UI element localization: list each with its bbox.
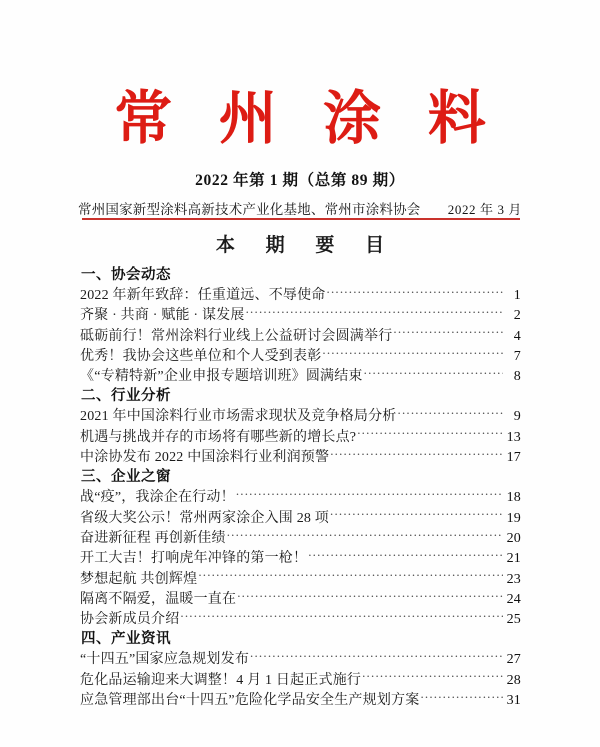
toc-entry[interactable] xyxy=(80,528,521,548)
toc-section-title: 四、产业资讯 xyxy=(81,631,171,648)
toc-section xyxy=(80,266,521,386)
toc-dot-leader xyxy=(198,569,503,583)
toc-heading: 本 期 要 目 xyxy=(215,235,398,256)
toc-entry-title: 齐聚 · 共商 · 赋能 · 谋发展 xyxy=(80,308,245,324)
toc-entry-page-number: 28 xyxy=(506,672,521,688)
toc-entry-page-number: 1 xyxy=(513,288,521,303)
publication-date: 2022 年 3 月 xyxy=(447,202,522,217)
toc-dot-leader xyxy=(246,305,503,319)
toc-entry[interactable] xyxy=(80,285,521,305)
toc-entry-title: 2022 年新年致辞：任重道远、不辱使命 xyxy=(80,288,326,303)
toc-entry-title: 《“专精特新”企业申报专题培训班》圆满结束 xyxy=(80,369,363,385)
page-title: 常 州 涂 料 xyxy=(114,86,502,151)
toc-entry[interactable] xyxy=(80,346,521,366)
toc-entry-page-number: 27 xyxy=(506,652,521,668)
toc-dot-leader xyxy=(322,346,503,360)
toc-dot-leader xyxy=(250,649,503,663)
toc-entry-page-number: 25 xyxy=(506,612,521,628)
toc-entry-title: 优秀！我协会这些单位和个人受到表彰 xyxy=(80,348,322,364)
horizontal-rule xyxy=(82,218,520,220)
toc-entry[interactable] xyxy=(80,487,521,507)
toc-entry[interactable] xyxy=(80,649,521,669)
toc-entry-page-number: 23 xyxy=(506,571,521,587)
toc-entry-title: 危化品运输迎来大调整！4 月 1 日起正式施行 xyxy=(80,672,362,688)
toc-entry[interactable] xyxy=(80,305,521,325)
toc-entry-title: 应急管理部出台“十四五”危险化学品安全生产规划方案 xyxy=(80,693,420,709)
toc-entry[interactable] xyxy=(80,406,521,426)
toc-entry-title: 2021 年中国涂料行业市场需求现状及竞争格局分析 xyxy=(80,409,397,425)
toc-entry-page-number: 31 xyxy=(506,693,521,709)
toc-entry[interactable] xyxy=(80,690,521,710)
toc-entry-title: 开工大吉！打响虎年冲锋的第一枪！ xyxy=(80,551,308,567)
toc-section-title: 二、行业分析 xyxy=(81,388,171,405)
toc-entry[interactable] xyxy=(80,447,521,467)
toc-entry-title: 砥砺前行！常州涂料行业线上公益研讨会圆满举行 xyxy=(80,328,393,344)
toc-dot-leader xyxy=(237,589,503,603)
masthead xyxy=(0,88,600,150)
toc-dot-leader xyxy=(327,285,504,299)
toc-dot-leader xyxy=(227,528,503,542)
toc-entry-title: 中涂协发布 2022 中国涂料行业利润预警 xyxy=(80,450,330,466)
table-of-contents xyxy=(80,266,521,711)
toc-entry-page-number: 21 xyxy=(506,551,521,567)
toc-dot-leader xyxy=(308,548,503,562)
toc-dot-leader xyxy=(180,609,503,623)
toc-entry[interactable] xyxy=(80,366,521,386)
toc-entry-page-number: 8 xyxy=(513,369,521,385)
toc-dot-leader xyxy=(236,487,503,501)
toc-entry[interactable] xyxy=(80,508,521,528)
toc-dot-leader xyxy=(357,427,503,441)
toc-entry-title: 机遇与挑战并存的市场将有哪些新的增长点? xyxy=(80,429,357,445)
issue-number: 2022 年第 1 期（总第 89 期） xyxy=(195,172,405,189)
toc-entry-page-number: 17 xyxy=(506,450,521,466)
toc-dot-leader xyxy=(330,508,503,522)
toc-entry-page-number: 13 xyxy=(506,429,521,445)
toc-entry-title: “十四五”国家应急规划发布 xyxy=(80,652,250,668)
toc-section-title: 一、协会动态 xyxy=(81,267,171,283)
toc-entry-page-number: 24 xyxy=(506,591,521,607)
toc-entry-title: 奋进新征程 再创新佳绩 xyxy=(80,530,226,546)
toc-section xyxy=(80,387,521,467)
toc-dot-leader xyxy=(420,690,503,704)
toc-entry-page-number: 18 xyxy=(506,490,521,506)
toc-section xyxy=(80,630,521,710)
toc-section xyxy=(80,468,521,629)
toc-entry-page-number: 7 xyxy=(513,348,521,364)
toc-entry-title: 隔离不隔爱，温暖一直在 xyxy=(80,591,237,607)
toc-entry-title: 梦想起航 共创辉煌 xyxy=(80,571,198,587)
toc-entry[interactable] xyxy=(80,609,521,629)
toc-entry-title: 协会新成员介绍 xyxy=(80,612,180,628)
publisher-name: 常州国家新型涂料高新技术产业化基地、常州市涂料协会 xyxy=(78,202,421,217)
toc-entry-title: 省级大奖公示！常州两家涂企入围 28 项 xyxy=(80,510,329,526)
toc-entry-page-number: 4 xyxy=(513,328,521,344)
toc-entry[interactable] xyxy=(80,569,521,589)
toc-dot-leader xyxy=(364,366,503,380)
publisher-row xyxy=(78,198,522,218)
toc-dot-leader xyxy=(393,326,503,340)
toc-entry-page-number: 20 xyxy=(506,530,521,546)
toc-entry-page-number: 19 xyxy=(506,510,521,526)
toc-entry-page-number: 2 xyxy=(513,308,521,324)
toc-section-title: 三、企业之窗 xyxy=(81,469,171,486)
toc-entry[interactable] xyxy=(80,427,521,447)
toc-entry[interactable] xyxy=(80,670,521,690)
toc-entry[interactable] xyxy=(80,589,521,609)
toc-dot-leader xyxy=(398,406,504,420)
toc-dot-leader xyxy=(362,670,503,684)
toc-entry-page-number: 9 xyxy=(513,409,521,425)
toc-entry[interactable] xyxy=(80,326,521,346)
toc-entry-title: 战“疫”，我涂企在行动！ xyxy=(80,490,235,506)
toc-entry[interactable] xyxy=(80,548,521,568)
toc-dot-leader xyxy=(330,447,503,461)
